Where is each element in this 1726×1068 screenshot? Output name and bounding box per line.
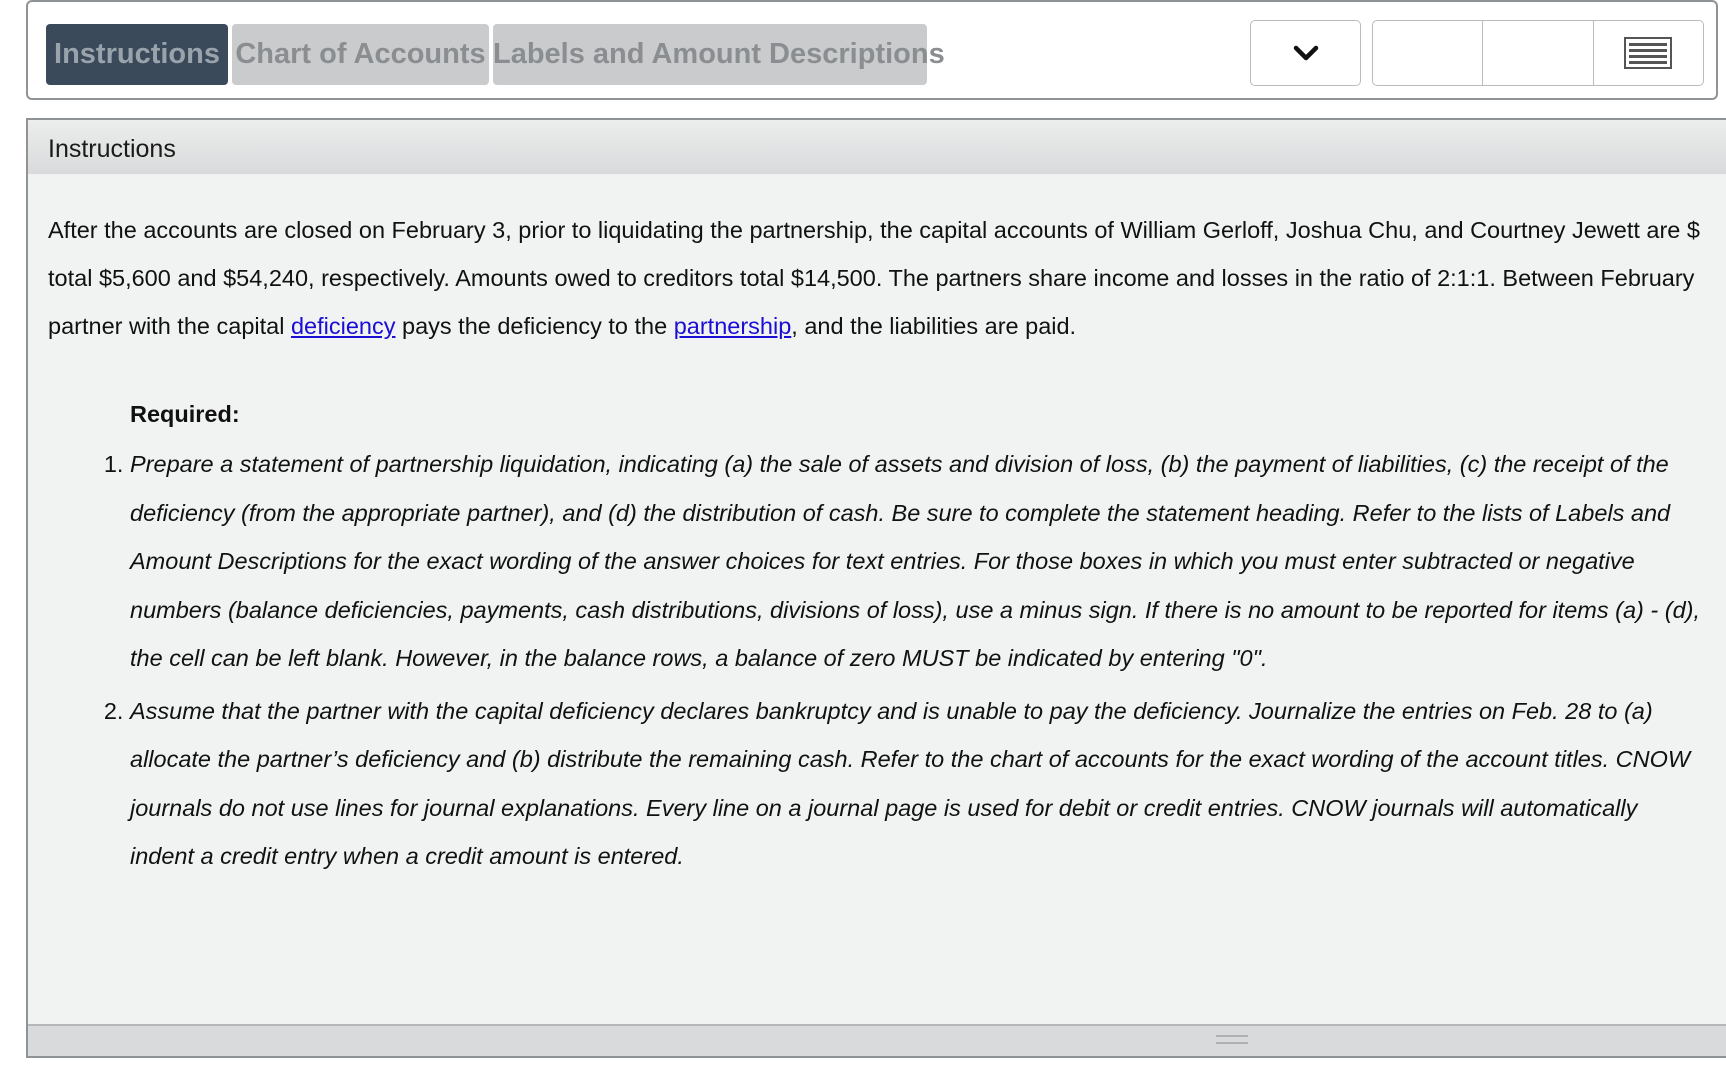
panel-title: Instructions bbox=[28, 120, 1726, 174]
dropdown-button[interactable] bbox=[1250, 20, 1361, 86]
hamburger-menu-icon bbox=[1624, 37, 1672, 69]
paragraph-text: partner with the capital bbox=[48, 313, 291, 339]
paragraph-line-1: After the accounts are closed on February 3, prior to liquidating the partnership, the capital accounts of William Gerloff, Joshua Chu, and Courtney Jewett are $ bbox=[48, 217, 1700, 243]
deficiency-link[interactable]: deficiency bbox=[290, 313, 396, 339]
panel-body[interactable] bbox=[28, 206, 1726, 881]
instructions-paragraph bbox=[48, 206, 1726, 350]
panel-resize-bar[interactable] bbox=[28, 1024, 1726, 1056]
partnership-link[interactable]: partnership bbox=[673, 313, 792, 339]
paragraph-line-3 bbox=[48, 302, 1726, 350]
tab-labels-and-amount-descriptions[interactable]: Labels and Amount Descriptions bbox=[493, 24, 927, 85]
toolbar-button-1[interactable] bbox=[1373, 21, 1483, 85]
requirement-item: 1. Prepare a statement of partnership liquidation, indicating (a) the sale of assets and division of loss, (b) the payment of liabilities, (c) the receipt of the deficiency (from the appropriate partner), and (d) the distribution of cash. Be sure to complete the statement heading. Refer to the lists of Labels and Amount Descriptions for the exact wording of the answer choices for text entries. For those boxes in which you must enter subtracted or negative numbers (balance deficiencies, payments, cash distributions, divisions of loss), use a minus sign. If there is no amount to be reported for items (a) - (d), the cell can be left blank. However, in the balance rows, a balance of zero MUST be indicated by entering "0". bbox=[130, 440, 1700, 683]
tab-chart-of-accounts[interactable]: Chart of Accounts bbox=[232, 24, 489, 85]
requirement-item: 2. Assume that the partner with the capital deficiency declares bankruptcy and is unable to pay the deficiency. Journalize the entries on Feb. 28 to (a) allocate the partner’s deficiency and (b) distribute the remaining cash. Refer to the chart of accounts for the exact wording of the account titles. CNOW journals do not use lines for journal explanations. Every line on a journal page is used for debit or credit entries. CNOW journals will automatically indent a credit entry when a credit amount is entered. bbox=[130, 687, 1700, 881]
requirements-list bbox=[48, 440, 1700, 881]
tab-instructions[interactable]: Instructions bbox=[46, 24, 228, 85]
paragraph-text: pays the deficiency to the bbox=[395, 313, 674, 339]
resize-grip-icon[interactable] bbox=[1216, 1035, 1248, 1044]
toolbar-button-2[interactable] bbox=[1483, 21, 1593, 85]
paragraph-text: , and the liabilities are paid. bbox=[791, 313, 1077, 339]
top-navigation-bar bbox=[26, 0, 1718, 100]
menu-button[interactable] bbox=[1594, 21, 1703, 85]
instructions-panel bbox=[26, 118, 1726, 1058]
paragraph-line-2: total $5,600 and $54,240, respectively. Amounts owed to creditors total $14,500. The partners share income and losses in the ratio of 2:1:1. Between February bbox=[48, 265, 1695, 291]
toolbar-button-group bbox=[1372, 20, 1704, 86]
required-heading: Required: bbox=[130, 401, 240, 427]
chevron-down-icon bbox=[1292, 43, 1320, 63]
